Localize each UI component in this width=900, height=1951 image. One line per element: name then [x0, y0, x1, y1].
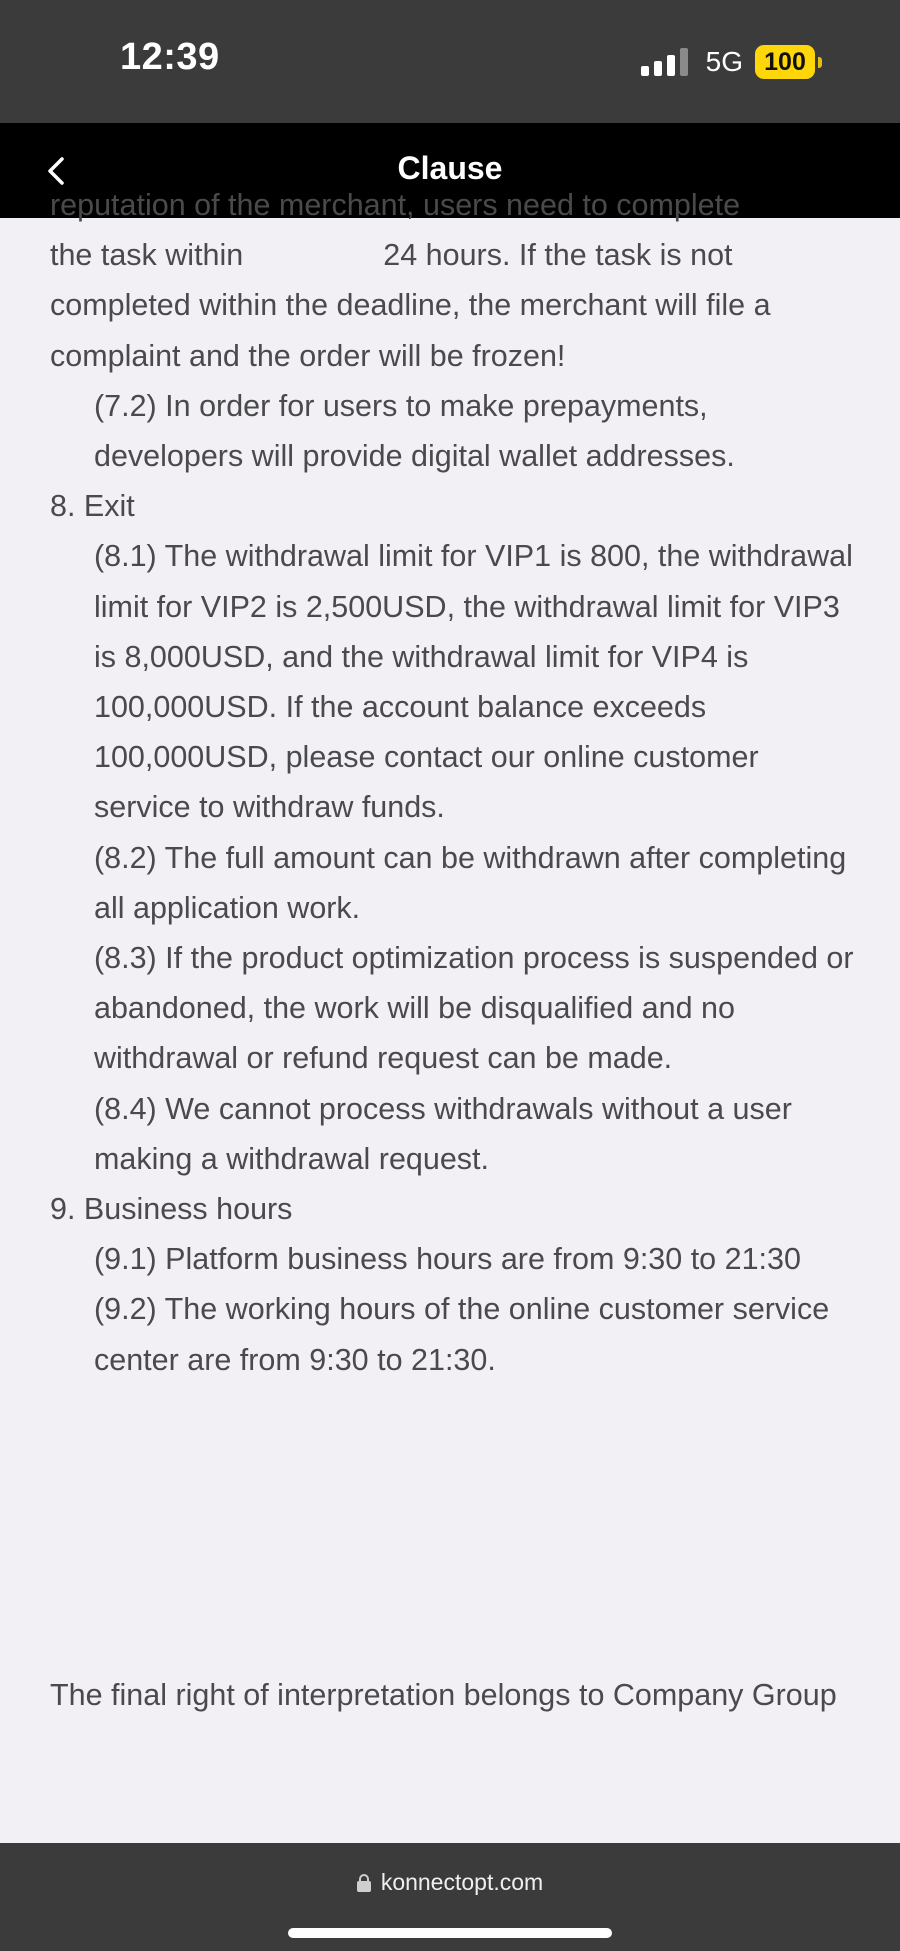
clause-7-2: (7.2) In order for users to make prepayments, developers will provide digital wallet addresses. — [94, 388, 735, 474]
clause-8-1-part-b: 100,000USD. If the account balance exceeds 100,000USD, please contact our online customer service to withdraw funds. — [94, 690, 759, 825]
clause-7-1-continued — [50, 230, 860, 381]
status-time: 12:39 — [120, 36, 220, 78]
clause-content[interactable] — [0, 188, 900, 1843]
battery-nub — [818, 57, 822, 68]
signal-strength-icon — [641, 48, 688, 76]
clause-7-1-part-a: the task within — [50, 238, 244, 273]
clause-8-4: (8.4) We cannot process withdrawals without a user making a withdrawal request. — [94, 1091, 792, 1176]
browser-bottom-bar — [0, 1843, 900, 1951]
address-bar[interactable] — [0, 1869, 900, 1896]
lock-icon — [357, 1874, 371, 1892]
clause-8-1-part-a: (8.1) The withdrawal limit for VIP1 is 800, the withdrawal limit for VIP2 is 2,500USD, the withdrawal limit for VIP3 is 8,000USD, and the withdrawal limit for VIP4 is — [94, 539, 853, 674]
home-indicator[interactable] — [288, 1928, 612, 1938]
section-9-heading: 9. Business hours — [50, 1192, 293, 1227]
url-text: konnectopt.com — [380, 1869, 544, 1895]
clause-text — [50, 180, 860, 1385]
status-indicators — [641, 44, 822, 80]
clause-9-2: (9.2) The working hours of the online customer service center are from 9:30 to 21:30. — [94, 1292, 830, 1377]
page-title: Clause — [397, 150, 503, 186]
clause-8-1 — [50, 531, 860, 832]
network-type: 5G — [705, 46, 743, 77]
partial-line: reputation of the merchant, users need to complete — [50, 188, 741, 222]
status-bar — [0, 0, 900, 123]
clause-8-2: (8.2) The full amount can be withdrawn after completing all application work. — [94, 840, 847, 925]
clause-9-1: (9.1) Platform business hours are from 9:30 to 21:30 — [94, 1242, 801, 1277]
battery-icon: 100 — [755, 45, 815, 79]
clause-8-3: (8.3) If the product optimization process is suspended or abandoned, the work will be disqualified and no withdrawal or refund request can be made. — [94, 941, 854, 1076]
clause-7-1-part-b: 24 hours. If the task is not completed within the deadline, the merchant will file a complaint and the order will be frozen! — [50, 238, 771, 373]
interpretation-note: The final right of interpretation belongs to Company Group — [50, 1678, 837, 1712]
section-8-heading: 8. Exit — [50, 489, 135, 524]
